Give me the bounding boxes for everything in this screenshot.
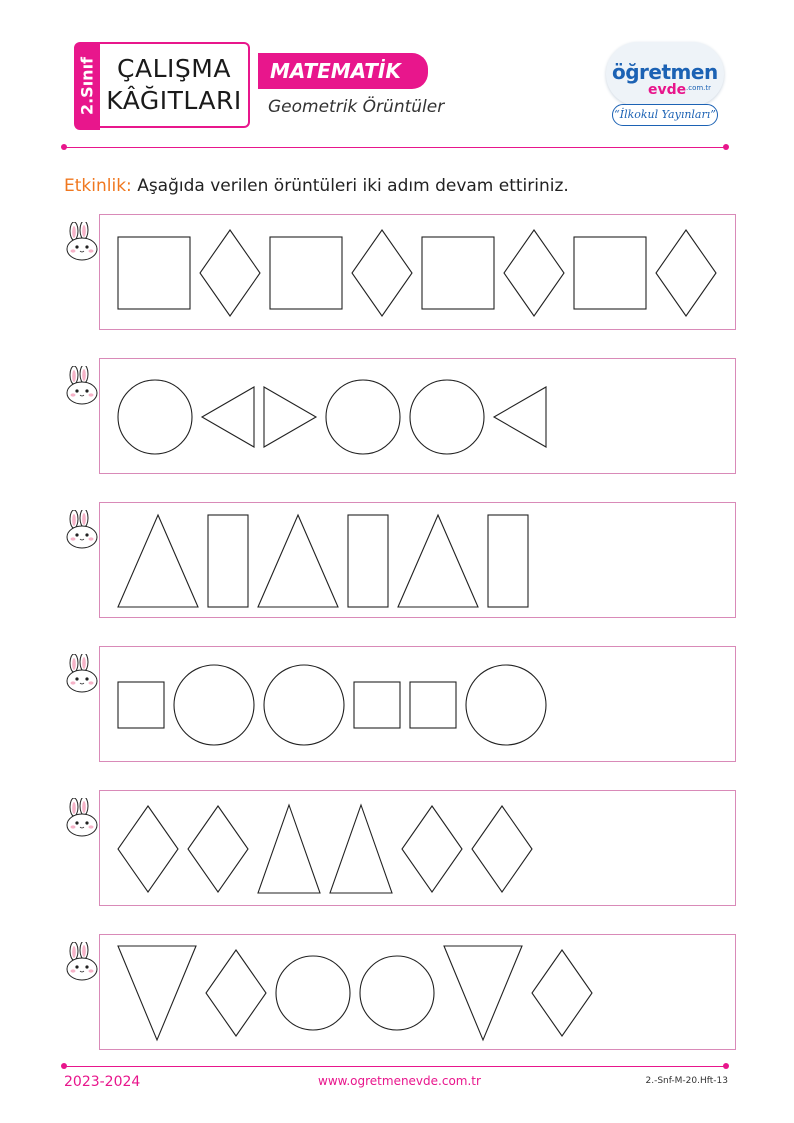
triangle-up-shape xyxy=(398,515,478,607)
diamond-shape xyxy=(402,806,462,892)
diamond-shape xyxy=(206,950,266,1036)
diamond-shape xyxy=(656,230,716,316)
instruction-text: Aşağıda verilen örüntüleri iki adım devam ettiriniz. xyxy=(137,176,569,196)
square-shape xyxy=(118,237,190,309)
square-small-shape xyxy=(118,682,164,728)
circle-shape xyxy=(118,380,192,454)
triangle-up-shape xyxy=(258,515,338,607)
triangle-up-narrow-shape xyxy=(330,805,392,893)
diamond-shape xyxy=(472,806,532,892)
triangle-right-shape xyxy=(264,387,316,447)
diamond-shape xyxy=(118,806,178,892)
triangle-up-narrow-shape xyxy=(258,805,320,893)
square-small-shape xyxy=(354,682,400,728)
circle-shape xyxy=(276,956,350,1030)
title-line-2: KÂĞITLARI xyxy=(106,86,242,115)
diamond-shape xyxy=(352,230,412,316)
circle-shape xyxy=(360,956,434,1030)
footer-url[interactable]: www.ogretmenevde.com.tr xyxy=(318,1074,481,1088)
circle-large-shape xyxy=(174,665,254,745)
logo-domain: .com.tr xyxy=(686,84,712,92)
title-line-1: ÇALIŞMA xyxy=(117,54,231,83)
circle-shape xyxy=(410,380,484,454)
bunny-icon xyxy=(62,942,102,982)
pattern-row xyxy=(99,214,736,330)
rectangle-tall-shape xyxy=(348,515,388,607)
pattern-row xyxy=(99,502,736,618)
diamond-shape xyxy=(504,230,564,316)
bunny-icon xyxy=(62,798,102,838)
pattern-row xyxy=(99,646,736,762)
pattern-row xyxy=(99,934,736,1050)
logo-tagline: “İlkokul Yayınları” xyxy=(612,104,718,126)
subject-badge: MATEMATİK xyxy=(258,53,428,89)
pattern-row xyxy=(99,358,736,474)
bunny-icon xyxy=(62,222,102,262)
square-shape xyxy=(422,237,494,309)
footer-code: 2.-Snf-M-20.Hft-13 xyxy=(645,1076,728,1086)
worksheet-title xyxy=(100,42,250,128)
triangle-up-shape xyxy=(118,515,198,607)
rectangle-tall-shape xyxy=(488,515,528,607)
circle-large-shape xyxy=(466,665,546,745)
bunny-icon xyxy=(62,510,102,550)
publisher-logo xyxy=(606,42,724,128)
pattern-row xyxy=(99,790,736,906)
instruction-label: Etkinlik: xyxy=(64,176,132,196)
header-divider xyxy=(64,147,726,148)
square-shape xyxy=(270,237,342,309)
triangle-down-shape xyxy=(118,946,196,1040)
bunny-icon xyxy=(62,366,102,406)
footer-divider xyxy=(64,1066,726,1067)
circle-large-shape xyxy=(264,665,344,745)
triangle-left-shape xyxy=(494,387,546,447)
circle-shape xyxy=(326,380,400,454)
diamond-shape xyxy=(532,950,592,1036)
grade-tab xyxy=(74,42,100,130)
footer-year: 2023-2024 xyxy=(64,1074,141,1090)
square-small-shape xyxy=(410,682,456,728)
diamond-shape xyxy=(200,230,260,316)
bunny-icon xyxy=(62,654,102,694)
diamond-shape xyxy=(188,806,248,892)
grade-label: 2.Sınıf xyxy=(77,56,97,116)
triangle-down-shape xyxy=(444,946,522,1040)
square-shape xyxy=(574,237,646,309)
rectangle-tall-shape xyxy=(208,515,248,607)
logo-name: öğretmen xyxy=(612,60,718,84)
topic-title: Geometrik Örüntüler xyxy=(268,97,445,117)
triangle-left-shape xyxy=(202,387,254,447)
logo-evde: evde xyxy=(648,82,687,98)
instruction xyxy=(64,176,569,196)
